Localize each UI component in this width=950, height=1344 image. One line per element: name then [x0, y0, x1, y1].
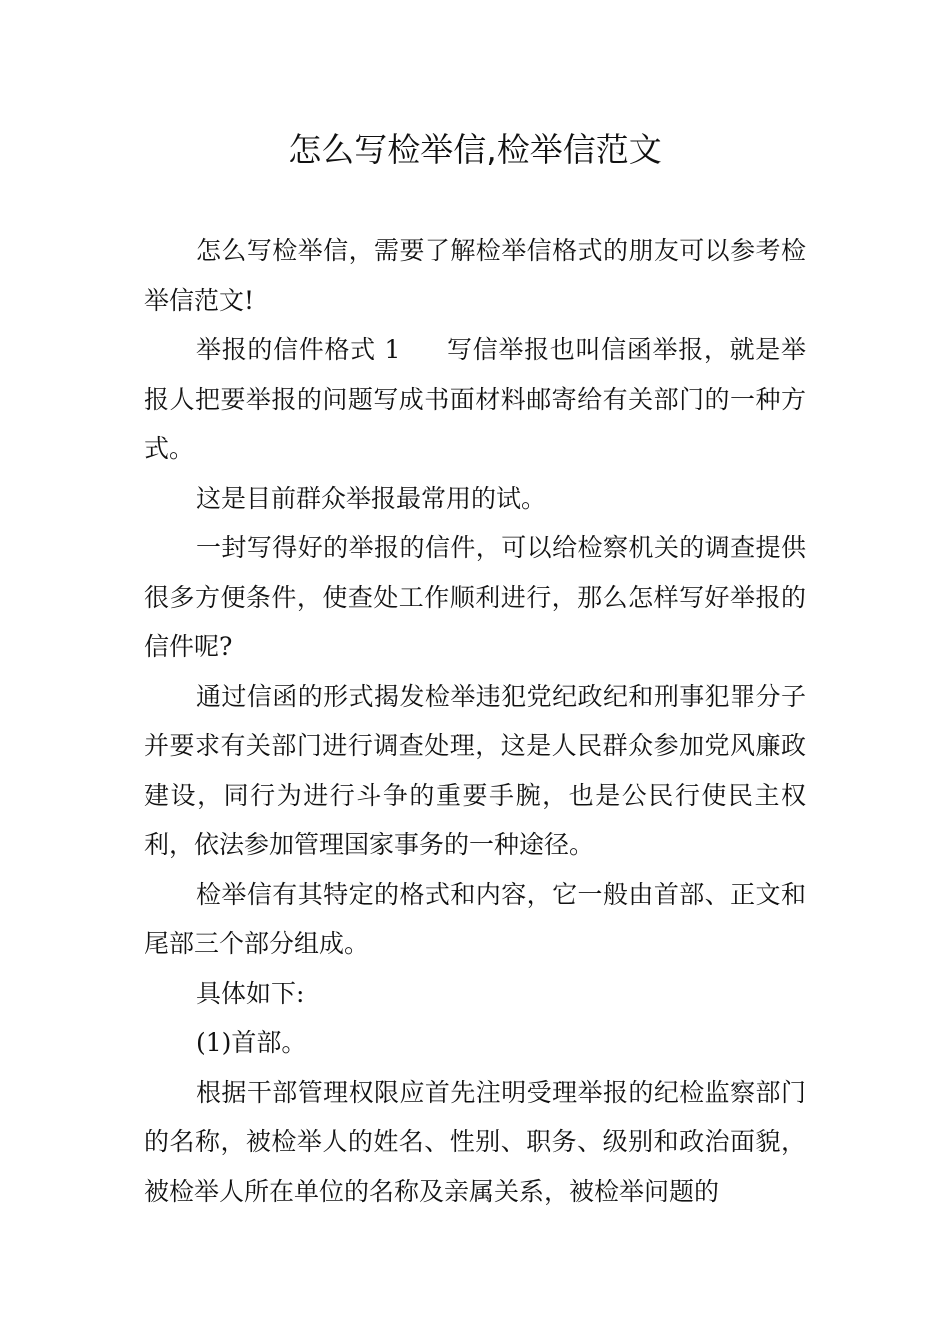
paragraph-structure: 检举信有其特定的格式和内容，它一般由首部、正文和尾部三个部分组成。 — [144, 879, 806, 958]
format-heading: 举报的信件格式 1 — [196, 335, 401, 364]
paragraph-format — [144, 325, 806, 474]
paragraph-header-content: 根据干部管理权限应首先注明受理举报的纪检监察部门的名称，被检举人的姓名、性别、职务、级别和政治面貌，被检举人所在单位的名称及亲属关系，被检举问题的 — [144, 1077, 806, 1206]
document-body — [144, 226, 806, 1216]
format-description: 写信举报也叫信函举报，就是举报人把要举报的问题写成书面材料邮寄给有关部门的一种方式。 — [144, 335, 806, 463]
paragraph-header-section: (1)首部。 — [196, 1028, 307, 1057]
paragraph-intro: 怎么写检举信，需要了解检举信格式的朋友可以参考检举信范文! — [144, 236, 806, 315]
paragraph-good-letter: 一封写得好的举报的信件，可以给检察机关的调查提供很多方便条件，使查处工作顺利进行，那么怎样写好举报的信件呢? — [144, 533, 806, 661]
document-title: 怎么写检举信,检举信范文 — [288, 130, 662, 169]
paragraph-details-intro: 具体如下: — [196, 978, 305, 1008]
paragraph-common: 这是目前群众举报最常用的试。 — [196, 483, 547, 513]
paragraph-purpose: 通过信函的形式揭发检举违犯党纪政纪和刑事犯罪分子并要求有关部门进行调查处理，这是人民群众参加党风廉政建设，同行为进行斗争的重要手腕，也是公民行使民主权利，依法参加管理国家事务的一种途径。 — [144, 681, 806, 859]
